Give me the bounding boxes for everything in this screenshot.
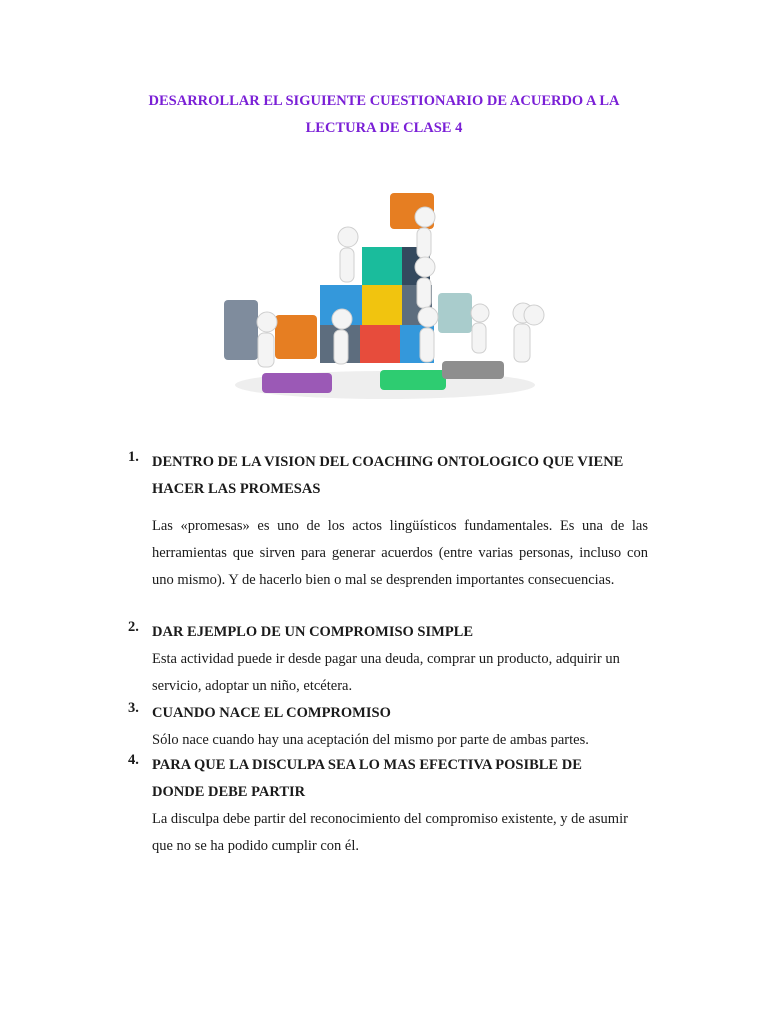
answer-line: servicio, adoptar un niño, etcétera. bbox=[152, 678, 353, 694]
question-number: 2. bbox=[128, 619, 139, 635]
question-heading-line: DENTRO DE LA VISION DEL COACHING ONTOLOGICO QUE VIENE bbox=[152, 454, 624, 470]
page-title bbox=[0, 88, 768, 142]
question-number: 1. bbox=[128, 449, 139, 465]
question-number: 3. bbox=[128, 700, 139, 716]
question-heading bbox=[152, 700, 648, 727]
question-heading-line: HACER LAS PROMESAS bbox=[152, 481, 321, 497]
question-heading-line: DAR EJEMPLO DE UN COMPROMISO SIMPLE bbox=[152, 624, 474, 640]
answer-line: Sólo nace cuando hay una aceptación del mismo por parte de ambas partes. bbox=[152, 732, 589, 748]
question-number: 4. bbox=[128, 752, 139, 768]
answer-line: La disculpa debe partir del reconocimiento del compromiso existente, y de asumir bbox=[152, 811, 628, 827]
question-heading bbox=[152, 449, 648, 503]
puzzle-teamwork-illustration bbox=[220, 185, 550, 405]
question-heading bbox=[152, 752, 648, 806]
question-heading-line: CUANDO NACE EL COMPROMISO bbox=[152, 705, 391, 721]
question-heading-line: DONDE DEBE PARTIR bbox=[152, 784, 306, 800]
question-answer bbox=[152, 646, 648, 700]
question-answer bbox=[152, 806, 648, 860]
question-heading-line: PARA QUE LA DISCULPA SEA LO MAS EFECTIVA POSIBLE DE bbox=[152, 757, 582, 773]
answer-line: Esta actividad puede ir desde pagar una deuda, comprar un producto, adquirir un bbox=[152, 651, 620, 667]
question-1 bbox=[128, 449, 648, 594]
question-answer bbox=[152, 727, 648, 754]
question-answer: Las «promesas» es uno de los actos lingüísticos fundamentales. Es una de las herramientas que sirven para generar acuerdos (entre varias personas, incluso con uno mismo). Y de hacerlo bien o mal se desprenden importantes consecuencias. bbox=[152, 518, 648, 588]
question-4 bbox=[128, 752, 648, 860]
title-line-1: DESARROLLAR EL SIGUIENTE CUESTIONARIO DE ACUERDO A LA bbox=[148, 93, 620, 109]
question-heading bbox=[152, 619, 648, 646]
question-2 bbox=[128, 619, 648, 700]
answer-line: que no se ha podido cumplir con él. bbox=[152, 838, 359, 854]
title-line-2: LECTURA DE CLASE 4 bbox=[305, 120, 463, 136]
question-3 bbox=[128, 700, 648, 754]
